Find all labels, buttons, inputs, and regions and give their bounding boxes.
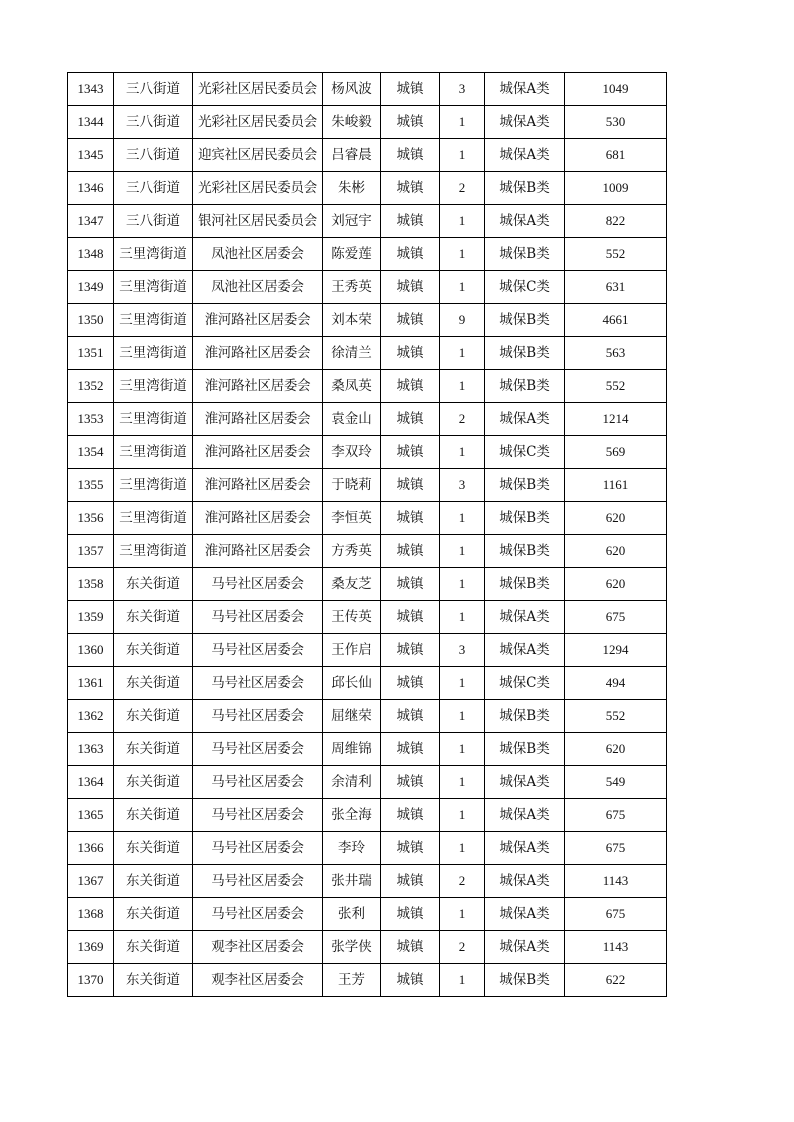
person-name-cell: 刘本荣: [323, 304, 381, 337]
amount-cell: 1143: [565, 931, 667, 964]
amount-cell: 549: [565, 766, 667, 799]
serial-number-cell: 1358: [68, 568, 114, 601]
category-cell: 城保B类: [485, 238, 565, 271]
category-cell: 城保A类: [485, 205, 565, 238]
serial-number-cell: 1368: [68, 898, 114, 931]
household-size-cell: 3: [440, 634, 485, 667]
category-cell: 城保A类: [485, 931, 565, 964]
person-name-cell: 于晓莉: [323, 469, 381, 502]
table-row: [68, 568, 667, 601]
category-cell: 城保B类: [485, 304, 565, 337]
community-cell: 光彩社区居民委员会: [193, 106, 323, 139]
amount-cell: 631: [565, 271, 667, 304]
household-size-cell: 1: [440, 106, 485, 139]
category-cell: 城保B类: [485, 700, 565, 733]
community-cell: 马号社区居委会: [193, 733, 323, 766]
category-cell: 城保C类: [485, 271, 565, 304]
community-cell: 凤池社区居委会: [193, 271, 323, 304]
household-size-cell: 2: [440, 931, 485, 964]
area-type-cell: 城镇: [381, 898, 440, 931]
table-row: [68, 733, 667, 766]
household-size-cell: 1: [440, 238, 485, 271]
table-row: [68, 436, 667, 469]
serial-number-cell: 1355: [68, 469, 114, 502]
category-cell: 城保A类: [485, 403, 565, 436]
table-row: [68, 172, 667, 205]
amount-cell: 622: [565, 964, 667, 997]
person-name-cell: 张学侠: [323, 931, 381, 964]
household-size-cell: 3: [440, 73, 485, 106]
street-cell: 三里湾街道: [114, 370, 193, 403]
serial-number-cell: 1361: [68, 667, 114, 700]
amount-cell: 675: [565, 799, 667, 832]
serial-number-cell: 1350: [68, 304, 114, 337]
community-cell: 马号社区居委会: [193, 799, 323, 832]
category-cell: 城保B类: [485, 172, 565, 205]
person-name-cell: 徐清兰: [323, 337, 381, 370]
area-type-cell: 城镇: [381, 832, 440, 865]
serial-number-cell: 1365: [68, 799, 114, 832]
person-name-cell: 桑友芝: [323, 568, 381, 601]
area-type-cell: 城镇: [381, 700, 440, 733]
street-cell: 东关街道: [114, 568, 193, 601]
serial-number-cell: 1356: [68, 502, 114, 535]
community-cell: 光彩社区居民委员会: [193, 73, 323, 106]
table-row: [68, 502, 667, 535]
person-name-cell: 李恒英: [323, 502, 381, 535]
street-cell: 东关街道: [114, 865, 193, 898]
person-name-cell: 吕睿晨: [323, 139, 381, 172]
person-name-cell: 张利: [323, 898, 381, 931]
street-cell: 东关街道: [114, 766, 193, 799]
community-cell: 马号社区居委会: [193, 667, 323, 700]
community-cell: 马号社区居委会: [193, 832, 323, 865]
household-size-cell: 1: [440, 337, 485, 370]
street-cell: 三里湾街道: [114, 337, 193, 370]
person-name-cell: 屈继荣: [323, 700, 381, 733]
amount-cell: 675: [565, 601, 667, 634]
household-size-cell: 1: [440, 502, 485, 535]
person-name-cell: 王传英: [323, 601, 381, 634]
amount-cell: 1143: [565, 865, 667, 898]
category-cell: 城保B类: [485, 502, 565, 535]
serial-number-cell: 1348: [68, 238, 114, 271]
category-cell: 城保B类: [485, 370, 565, 403]
person-name-cell: 王作启: [323, 634, 381, 667]
community-cell: 淮河路社区居委会: [193, 502, 323, 535]
table-body: [68, 73, 667, 997]
serial-number-cell: 1353: [68, 403, 114, 436]
household-size-cell: 2: [440, 403, 485, 436]
table-row: [68, 667, 667, 700]
area-type-cell: 城镇: [381, 337, 440, 370]
table-row: [68, 370, 667, 403]
household-size-cell: 1: [440, 766, 485, 799]
category-cell: 城保B类: [485, 337, 565, 370]
street-cell: 三八街道: [114, 73, 193, 106]
person-name-cell: 余清利: [323, 766, 381, 799]
street-cell: 东关街道: [114, 667, 193, 700]
area-type-cell: 城镇: [381, 205, 440, 238]
household-size-cell: 1: [440, 436, 485, 469]
area-type-cell: 城镇: [381, 172, 440, 205]
street-cell: 东关街道: [114, 931, 193, 964]
serial-number-cell: 1363: [68, 733, 114, 766]
community-cell: 淮河路社区居委会: [193, 304, 323, 337]
amount-cell: 552: [565, 238, 667, 271]
amount-cell: 4661: [565, 304, 667, 337]
person-name-cell: 王秀英: [323, 271, 381, 304]
serial-number-cell: 1359: [68, 601, 114, 634]
community-cell: 银河社区居民委员会: [193, 205, 323, 238]
category-cell: 城保B类: [485, 733, 565, 766]
street-cell: 三里湾街道: [114, 304, 193, 337]
community-cell: 淮河路社区居委会: [193, 436, 323, 469]
community-cell: 淮河路社区居委会: [193, 469, 323, 502]
serial-number-cell: 1354: [68, 436, 114, 469]
area-type-cell: 城镇: [381, 502, 440, 535]
amount-cell: 552: [565, 370, 667, 403]
serial-number-cell: 1351: [68, 337, 114, 370]
category-cell: 城保B类: [485, 469, 565, 502]
community-cell: 马号社区居委会: [193, 898, 323, 931]
street-cell: 东关街道: [114, 964, 193, 997]
amount-cell: 530: [565, 106, 667, 139]
household-size-cell: 1: [440, 535, 485, 568]
street-cell: 东关街道: [114, 832, 193, 865]
household-size-cell: 3: [440, 469, 485, 502]
table-row: [68, 634, 667, 667]
household-size-cell: 1: [440, 601, 485, 634]
area-type-cell: 城镇: [381, 271, 440, 304]
table-row: [68, 337, 667, 370]
category-cell: 城保A类: [485, 139, 565, 172]
category-cell: 城保C类: [485, 667, 565, 700]
street-cell: 东关街道: [114, 634, 193, 667]
household-size-cell: 1: [440, 799, 485, 832]
category-cell: 城保A类: [485, 799, 565, 832]
serial-number-cell: 1343: [68, 73, 114, 106]
street-cell: 东关街道: [114, 700, 193, 733]
household-size-cell: 1: [440, 898, 485, 931]
table-row: [68, 766, 667, 799]
table-row: [68, 865, 667, 898]
table-row: [68, 601, 667, 634]
household-size-cell: 9: [440, 304, 485, 337]
household-size-cell: 1: [440, 832, 485, 865]
community-cell: 淮河路社区居委会: [193, 370, 323, 403]
household-size-cell: 1: [440, 205, 485, 238]
person-name-cell: 刘冠宇: [323, 205, 381, 238]
community-cell: 迎宾社区居民委员会: [193, 139, 323, 172]
area-type-cell: 城镇: [381, 601, 440, 634]
community-cell: 淮河路社区居委会: [193, 403, 323, 436]
person-name-cell: 张全海: [323, 799, 381, 832]
person-name-cell: 陈爱莲: [323, 238, 381, 271]
amount-cell: 1009: [565, 172, 667, 205]
community-cell: 马号社区居委会: [193, 568, 323, 601]
table-row: [68, 205, 667, 238]
person-name-cell: 袁金山: [323, 403, 381, 436]
area-type-cell: 城镇: [381, 304, 440, 337]
serial-number-cell: 1366: [68, 832, 114, 865]
street-cell: 东关街道: [114, 733, 193, 766]
street-cell: 三八街道: [114, 139, 193, 172]
serial-number-cell: 1349: [68, 271, 114, 304]
table-row: [68, 535, 667, 568]
person-name-cell: 邱长仙: [323, 667, 381, 700]
street-cell: 三八街道: [114, 205, 193, 238]
category-cell: 城保A类: [485, 766, 565, 799]
serial-number-cell: 1344: [68, 106, 114, 139]
serial-number-cell: 1367: [68, 865, 114, 898]
household-size-cell: 1: [440, 667, 485, 700]
area-type-cell: 城镇: [381, 865, 440, 898]
community-cell: 马号社区居委会: [193, 766, 323, 799]
community-cell: 马号社区居委会: [193, 700, 323, 733]
amount-cell: 620: [565, 535, 667, 568]
table-row: [68, 832, 667, 865]
amount-cell: 1214: [565, 403, 667, 436]
person-name-cell: 朱峻毅: [323, 106, 381, 139]
serial-number-cell: 1364: [68, 766, 114, 799]
street-cell: 三八街道: [114, 106, 193, 139]
serial-number-cell: 1369: [68, 931, 114, 964]
amount-cell: 675: [565, 898, 667, 931]
serial-number-cell: 1347: [68, 205, 114, 238]
category-cell: 城保B类: [485, 535, 565, 568]
street-cell: 三八街道: [114, 172, 193, 205]
area-type-cell: 城镇: [381, 931, 440, 964]
category-cell: 城保A类: [485, 898, 565, 931]
category-cell: 城保C类: [485, 436, 565, 469]
community-cell: 淮河路社区居委会: [193, 535, 323, 568]
category-cell: 城保A类: [485, 634, 565, 667]
street-cell: 三里湾街道: [114, 502, 193, 535]
table-row: [68, 931, 667, 964]
community-cell: 淮河路社区居委会: [193, 337, 323, 370]
street-cell: 三里湾街道: [114, 436, 193, 469]
amount-cell: 569: [565, 436, 667, 469]
serial-number-cell: 1357: [68, 535, 114, 568]
person-name-cell: 朱彬: [323, 172, 381, 205]
area-type-cell: 城镇: [381, 766, 440, 799]
table-row: [68, 139, 667, 172]
person-name-cell: 周维锦: [323, 733, 381, 766]
household-size-cell: 1: [440, 700, 485, 733]
household-size-cell: 1: [440, 964, 485, 997]
area-type-cell: 城镇: [381, 436, 440, 469]
amount-cell: 552: [565, 700, 667, 733]
amount-cell: 1049: [565, 73, 667, 106]
community-cell: 光彩社区居民委员会: [193, 172, 323, 205]
street-cell: 三里湾街道: [114, 403, 193, 436]
area-type-cell: 城镇: [381, 469, 440, 502]
area-type-cell: 城镇: [381, 799, 440, 832]
street-cell: 三里湾街道: [114, 238, 193, 271]
community-cell: 马号社区居委会: [193, 865, 323, 898]
serial-number-cell: 1345: [68, 139, 114, 172]
amount-cell: 563: [565, 337, 667, 370]
table-row: [68, 238, 667, 271]
table-row: [68, 271, 667, 304]
household-size-cell: 1: [440, 139, 485, 172]
category-cell: 城保A类: [485, 865, 565, 898]
household-size-cell: 2: [440, 172, 485, 205]
street-cell: 三里湾街道: [114, 535, 193, 568]
category-cell: 城保A类: [485, 832, 565, 865]
amount-cell: 494: [565, 667, 667, 700]
amount-cell: 675: [565, 832, 667, 865]
street-cell: 三里湾街道: [114, 271, 193, 304]
area-type-cell: 城镇: [381, 139, 440, 172]
person-name-cell: 李玲: [323, 832, 381, 865]
person-name-cell: 李双玲: [323, 436, 381, 469]
category-cell: 城保B类: [485, 568, 565, 601]
table-row: [68, 73, 667, 106]
amount-cell: 620: [565, 568, 667, 601]
household-size-cell: 1: [440, 271, 485, 304]
amount-cell: 1294: [565, 634, 667, 667]
household-size-cell: 1: [440, 733, 485, 766]
area-type-cell: 城镇: [381, 535, 440, 568]
area-type-cell: 城镇: [381, 964, 440, 997]
person-name-cell: 方秀英: [323, 535, 381, 568]
area-type-cell: 城镇: [381, 238, 440, 271]
amount-cell: 681: [565, 139, 667, 172]
table-row: [68, 964, 667, 997]
table-row: [68, 304, 667, 337]
person-name-cell: 桑凤英: [323, 370, 381, 403]
subsidy-roster-table: [67, 72, 667, 997]
area-type-cell: 城镇: [381, 370, 440, 403]
community-cell: 观李社区居委会: [193, 964, 323, 997]
street-cell: 东关街道: [114, 898, 193, 931]
serial-number-cell: 1362: [68, 700, 114, 733]
amount-cell: 620: [565, 733, 667, 766]
street-cell: 三里湾街道: [114, 469, 193, 502]
person-name-cell: 王芳: [323, 964, 381, 997]
area-type-cell: 城镇: [381, 667, 440, 700]
serial-number-cell: 1352: [68, 370, 114, 403]
area-type-cell: 城镇: [381, 73, 440, 106]
area-type-cell: 城镇: [381, 568, 440, 601]
table-row: [68, 469, 667, 502]
area-type-cell: 城镇: [381, 634, 440, 667]
area-type-cell: 城镇: [381, 733, 440, 766]
table-row: [68, 700, 667, 733]
amount-cell: 822: [565, 205, 667, 238]
person-name-cell: 张井瑞: [323, 865, 381, 898]
table-row: [68, 403, 667, 436]
serial-number-cell: 1360: [68, 634, 114, 667]
table-row: [68, 106, 667, 139]
household-size-cell: 1: [440, 568, 485, 601]
amount-cell: 620: [565, 502, 667, 535]
category-cell: 城保A类: [485, 73, 565, 106]
community-cell: 马号社区居委会: [193, 601, 323, 634]
table-row: [68, 799, 667, 832]
category-cell: 城保B类: [485, 964, 565, 997]
community-cell: 观李社区居委会: [193, 931, 323, 964]
community-cell: 凤池社区居委会: [193, 238, 323, 271]
area-type-cell: 城镇: [381, 403, 440, 436]
area-type-cell: 城镇: [381, 106, 440, 139]
serial-number-cell: 1346: [68, 172, 114, 205]
serial-number-cell: 1370: [68, 964, 114, 997]
table-row: [68, 898, 667, 931]
street-cell: 东关街道: [114, 799, 193, 832]
community-cell: 马号社区居委会: [193, 634, 323, 667]
household-size-cell: 2: [440, 865, 485, 898]
amount-cell: 1161: [565, 469, 667, 502]
person-name-cell: 杨风波: [323, 73, 381, 106]
household-size-cell: 1: [440, 370, 485, 403]
street-cell: 东关街道: [114, 601, 193, 634]
category-cell: 城保A类: [485, 601, 565, 634]
category-cell: 城保A类: [485, 106, 565, 139]
